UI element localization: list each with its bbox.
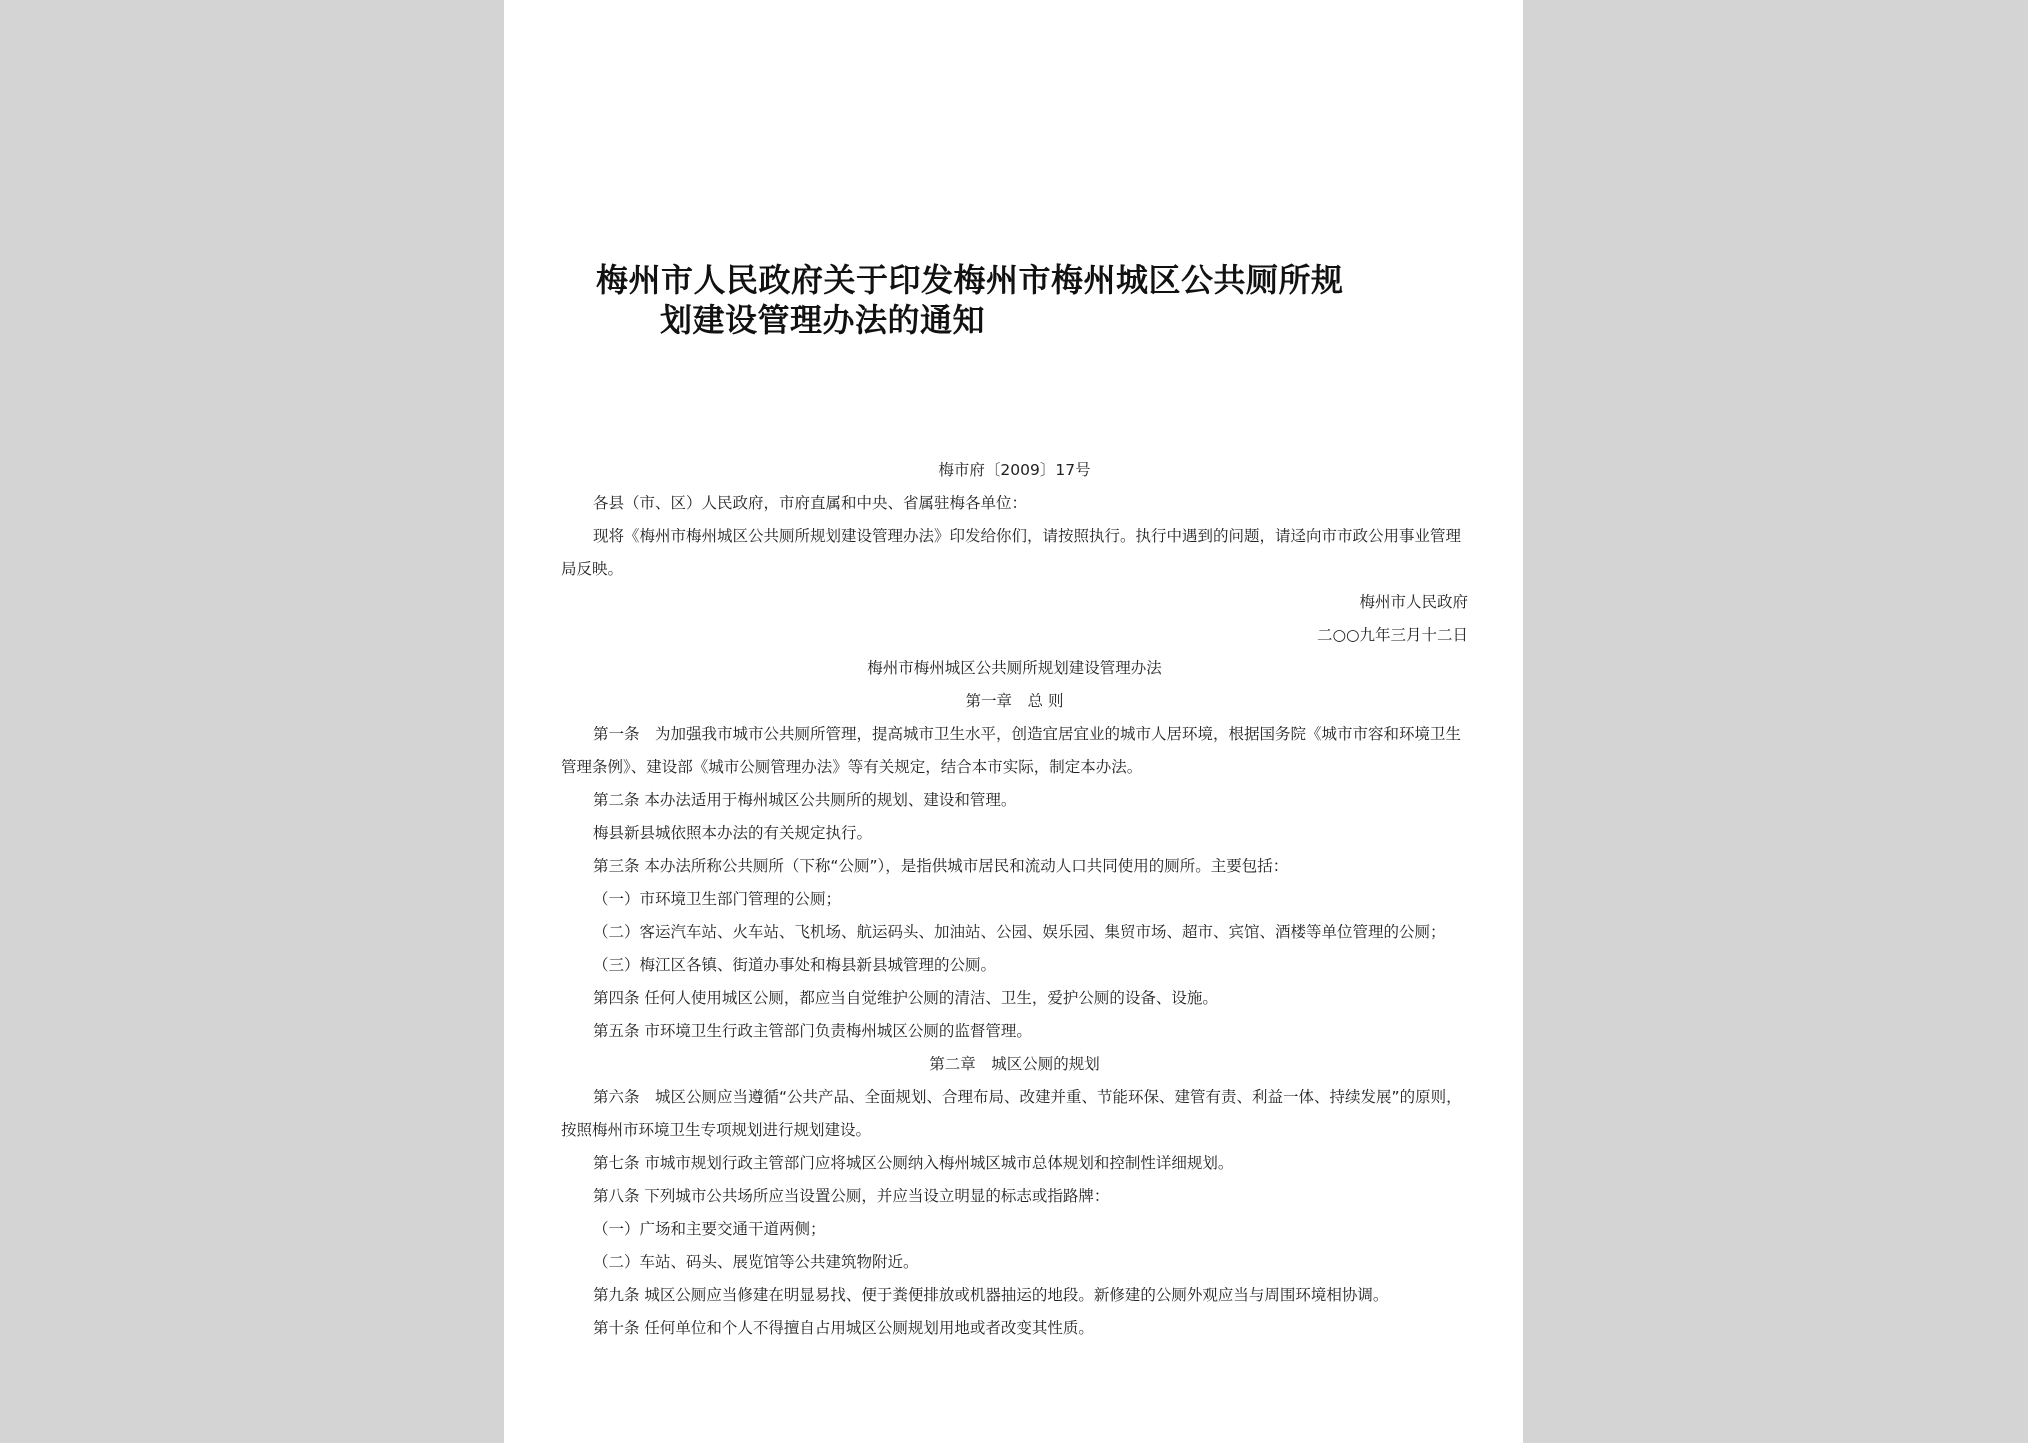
article-3-item-3: （三）梅江区各镇、街道办事处和梅县新县城管理的公厕。 — [593, 956, 997, 974]
issuer: 梅州市人民政府 — [1359, 593, 1468, 611]
article-3-item-2: （二）客运汽车站、火车站、飞机场、航运码头、加油站、公园、娱乐园、集贸市场、超市、宾馆、酒楼等单位管理的公厕； — [593, 923, 1446, 941]
notice-paragraph: 现将《梅州市梅州城区公共厕所规划建设管理办法》印发给你们，请按照执行。执行中遇到的问题，请迳向市市政公用事业管理局反映。 — [561, 527, 1462, 578]
article-3: 第三条 本办法所称公共厕所（下称“公厕”），是指供城市居民和流动人口共同使用的厕所。主要包括： — [593, 857, 1289, 875]
article-2: 第二条 本办法适用于梅州城区公共厕所的规划、建设和管理。 — [593, 791, 1017, 809]
article-8: 第八条 下列城市公共场所应当设置公厕，并应当设立明显的标志或指路牌： — [593, 1187, 1110, 1205]
article-10: 第十条 任何单位和个人不得擅自占用城区公厕规划用地或者改变其性质。 — [593, 1319, 1094, 1337]
document-body — [561, 454, 1468, 1345]
article-4: 第四条 任何人使用城区公厕，都应当自觉维护公厕的清洁、卫生，爱护公厕的设备、设施。 — [593, 989, 1218, 1007]
measures-title: 梅州市梅州城区公共厕所规划建设管理办法 — [867, 659, 1162, 677]
article-8-item-1: （一）广场和主要交通干道两侧； — [593, 1220, 826, 1238]
addressee: 各县（市、区）人民政府，市府直属和中央、省属驻梅各单位： — [593, 494, 1028, 512]
document-title — [596, 260, 1446, 340]
title-line-2: 划建设管理办法的通知 — [660, 301, 986, 339]
chapter-1-heading: 第一章 总 则 — [965, 692, 1064, 710]
issue-date: 二○○九年三月十二日 — [1316, 626, 1468, 644]
title-line-1: 梅州市人民政府关于印发梅州市梅州城区公共厕所规 — [596, 261, 1344, 299]
doc-number: 梅市府〔2009〕17号 — [938, 461, 1091, 479]
article-9: 第九条 城区公厕应当修建在明显易找、便于粪便排放或机器抽运的地段。新修建的公厕外观应当与周围环境相协调。 — [593, 1286, 1389, 1304]
chapter-2-heading: 第二章 城区公厕的规划 — [929, 1055, 1100, 1073]
article-3-item-1: （一）市环境卫生部门管理的公厕； — [593, 890, 842, 908]
article-5: 第五条 市环境卫生行政主管部门负责梅州城区公厕的监督管理。 — [593, 1022, 1032, 1040]
article-7: 第七条 市城市规划行政主管部门应将城区公厕纳入梅州城区城市总体规划和控制性详细规划。 — [593, 1154, 1234, 1172]
article-6: 第六条 城区公厕应当遵循“公共产品、全面规划、合理布局、改建并重、节能环保、建管有责、利益一体、持续发展”的原则，按照梅州市环境卫生专项规划进行规划建设。 — [561, 1088, 1462, 1139]
document-page — [504, 0, 1523, 1443]
article-2-supplement: 梅县新县城依照本办法的有关规定执行。 — [593, 824, 873, 842]
article-8-item-2: （二）车站、码头、展览馆等公共建筑物附近。 — [593, 1253, 919, 1271]
article-1: 第一条 为加强我市城市公共厕所管理，提高城市卫生水平，创造宜居宜业的城市人居环境，根据国务院《城市市容和环境卫生管理条例》、建设部《城市公厕管理办法》等有关规定，结合本市实际，制定本办法。 — [561, 725, 1462, 776]
